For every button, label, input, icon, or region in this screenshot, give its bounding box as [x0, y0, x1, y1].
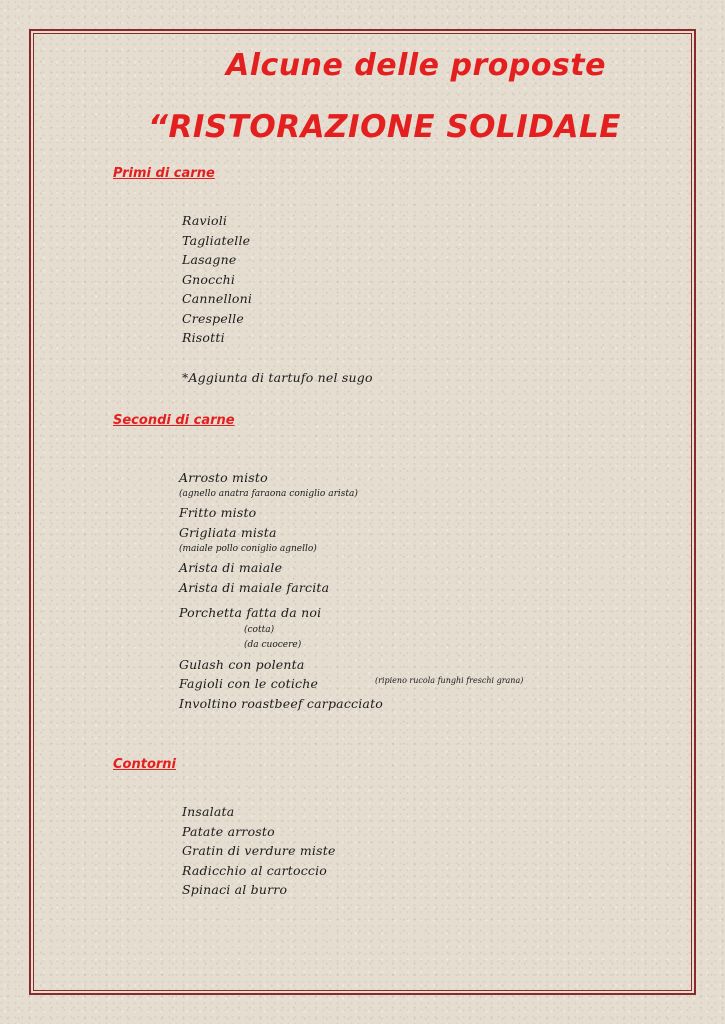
- page-title: Alcune delle proposte: [226, 48, 606, 83]
- menu-item: Spinaci al burro: [182, 882, 288, 897]
- menu-item: Tagliatelle: [182, 233, 251, 248]
- menu-item: Arista di maiale: [179, 560, 283, 575]
- menu-item: Arista di maiale farcita: [179, 580, 330, 595]
- menu-item-detail: (agnello anatra faraona coniglio arista): [179, 489, 358, 499]
- page-subtitle: “RISTORAZIONE SOLIDALE: [148, 109, 621, 145]
- menu-item: Radicchio al cartoccio: [182, 863, 328, 878]
- menu-item-detail: (cotta): [244, 625, 275, 635]
- section-heading-secondi: Secondi di carne: [113, 413, 235, 428]
- menu-item-detail: (maiale pollo coniglio agnello): [179, 544, 317, 554]
- menu-item: Gratin di verdure miste: [182, 843, 336, 858]
- menu-note: *Aggiunta di tartufo nel sugo: [182, 370, 373, 385]
- menu-item: Patate arrosto: [182, 824, 275, 839]
- menu-item: Grigliata mista: [179, 525, 277, 540]
- menu-item: Crespelle: [182, 311, 244, 326]
- menu-item-detail: (da cuocere): [244, 640, 302, 650]
- menu-item: Cannelloni: [182, 291, 253, 306]
- menu-item: Arrosto misto: [179, 470, 268, 485]
- menu-item: Insalata: [182, 804, 235, 819]
- menu-item: Risotti: [182, 330, 225, 345]
- menu-item: Ravioli: [182, 213, 228, 228]
- menu-item: Fagioli con le cotiche: [179, 676, 319, 691]
- menu-item: Fritto misto: [179, 505, 257, 520]
- menu-item: Porchetta fatta da noi: [179, 605, 322, 620]
- section-heading-primi: Primi di carne: [113, 166, 215, 181]
- menu-item: Involtino roastbeef carpacciato: [179, 696, 384, 711]
- menu-side-note: (ripieno rucola funghi freschi grana): [375, 676, 524, 685]
- section-heading-contorni: Contorni: [113, 757, 176, 772]
- menu-item: Gulash con polenta: [179, 657, 305, 672]
- menu-item: Lasagne: [182, 252, 237, 267]
- menu-item: Gnocchi: [182, 272, 236, 287]
